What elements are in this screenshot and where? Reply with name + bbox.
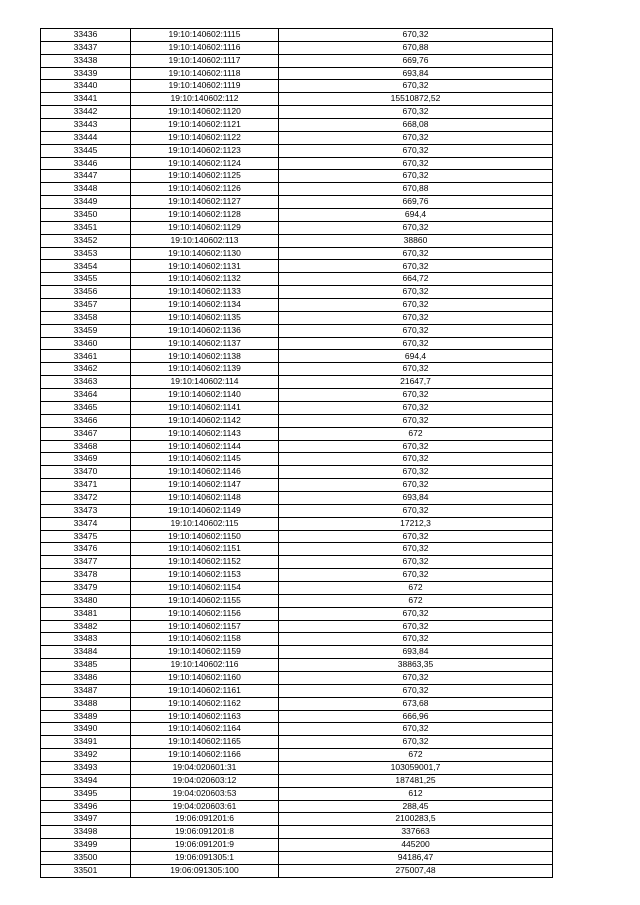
cadastral-number-cell: 19:10:140602:1150: [131, 530, 279, 543]
table-row: [41, 106, 553, 119]
cadastral-number-cell: 19:10:140602:1125: [131, 170, 279, 183]
value-cell: 670,32: [279, 221, 553, 234]
table-row: [41, 671, 553, 684]
row-number-cell: 33488: [41, 697, 131, 710]
row-number-cell: 33471: [41, 479, 131, 492]
table-row: [41, 633, 553, 646]
row-number-cell: 33480: [41, 594, 131, 607]
table-row: [41, 517, 553, 530]
table-row: [41, 260, 553, 273]
table-row: [41, 659, 553, 672]
table-row: [41, 54, 553, 67]
row-number-cell: 33449: [41, 196, 131, 209]
value-cell: 670,32: [279, 620, 553, 633]
value-cell: 670,32: [279, 260, 553, 273]
row-number-cell: 33447: [41, 170, 131, 183]
value-cell: 670,88: [279, 183, 553, 196]
value-cell: 669,76: [279, 196, 553, 209]
cadastral-number-cell: 19:10:140602:1131: [131, 260, 279, 273]
table-row: [41, 736, 553, 749]
value-cell: 670,32: [279, 144, 553, 157]
table-row: [41, 324, 553, 337]
cadastral-number-cell: 19:10:140602:1154: [131, 581, 279, 594]
table-row: [41, 864, 553, 877]
row-number-cell: 33461: [41, 350, 131, 363]
value-cell: 670,32: [279, 633, 553, 646]
cadastral-number-cell: 19:10:140602:1142: [131, 414, 279, 427]
value-cell: 445200: [279, 839, 553, 852]
value-cell: 670,88: [279, 41, 553, 54]
row-number-cell: 33499: [41, 839, 131, 852]
value-cell: 670,32: [279, 453, 553, 466]
table-row: [41, 350, 553, 363]
row-number-cell: 33452: [41, 234, 131, 247]
cadastral-number-cell: 19:10:140602:1145: [131, 453, 279, 466]
value-cell: 669,76: [279, 54, 553, 67]
table-row: [41, 504, 553, 517]
row-number-cell: 33479: [41, 581, 131, 594]
row-number-cell: 33487: [41, 684, 131, 697]
cadastral-number-cell: 19:10:140602:114: [131, 376, 279, 389]
value-cell: 673,68: [279, 697, 553, 710]
cadastral-number-cell: 19:06:091201:8: [131, 826, 279, 839]
cadastral-number-cell: 19:04:020601:31: [131, 761, 279, 774]
cadastral-number-cell: 19:10:140602:116: [131, 659, 279, 672]
value-cell: 2100283,5: [279, 813, 553, 826]
table-row: [41, 299, 553, 312]
table-row: [41, 826, 553, 839]
value-cell: 670,32: [279, 29, 553, 42]
row-number-cell: 33462: [41, 363, 131, 376]
cadastral-number-cell: 19:10:140602:1122: [131, 131, 279, 144]
value-cell: 694,4: [279, 350, 553, 363]
value-cell: 672: [279, 749, 553, 762]
cadastral-number-cell: 19:10:140602:1121: [131, 119, 279, 132]
row-number-cell: 33474: [41, 517, 131, 530]
table-row: [41, 569, 553, 582]
table-row: [41, 337, 553, 350]
table-row: [41, 723, 553, 736]
table-row: [41, 479, 553, 492]
row-number-cell: 33492: [41, 749, 131, 762]
row-number-cell: 33445: [41, 144, 131, 157]
row-number-cell: 33442: [41, 106, 131, 119]
value-cell: 187481,25: [279, 774, 553, 787]
table-row: [41, 646, 553, 659]
cadastral-number-cell: 19:10:140602:1147: [131, 479, 279, 492]
cadastral-number-cell: 19:10:140602:1144: [131, 440, 279, 453]
table-row: [41, 401, 553, 414]
row-number-cell: 33498: [41, 826, 131, 839]
table-row: [41, 749, 553, 762]
cadastral-number-cell: 19:04:020603:53: [131, 787, 279, 800]
value-cell: 670,32: [279, 440, 553, 453]
row-number-cell: 33464: [41, 389, 131, 402]
value-cell: 670,32: [279, 530, 553, 543]
row-number-cell: 33501: [41, 864, 131, 877]
row-number-cell: 33467: [41, 427, 131, 440]
row-number-cell: 33486: [41, 671, 131, 684]
value-cell: 670,32: [279, 131, 553, 144]
value-cell: 670,32: [279, 337, 553, 350]
row-number-cell: 33481: [41, 607, 131, 620]
cadastral-number-cell: 19:10:140602:1137: [131, 337, 279, 350]
value-cell: 693,84: [279, 646, 553, 659]
row-number-cell: 33441: [41, 93, 131, 106]
row-number-cell: 33463: [41, 376, 131, 389]
value-cell: 21647,7: [279, 376, 553, 389]
cadastral-number-cell: 19:10:140602:1124: [131, 157, 279, 170]
cadastral-number-cell: 19:06:091201:6: [131, 813, 279, 826]
cadastral-number-cell: 19:06:091305:100: [131, 864, 279, 877]
value-cell: 670,32: [279, 363, 553, 376]
cadastral-number-cell: 19:10:140602:1155: [131, 594, 279, 607]
cadastral-number-cell: 19:10:140602:1163: [131, 710, 279, 723]
cadastral-number-cell: 19:10:140602:1157: [131, 620, 279, 633]
table-row: [41, 761, 553, 774]
value-cell: 670,32: [279, 170, 553, 183]
value-cell: 670,32: [279, 80, 553, 93]
row-number-cell: 33483: [41, 633, 131, 646]
value-cell: 275007,48: [279, 864, 553, 877]
table-row: [41, 376, 553, 389]
row-number-cell: 33491: [41, 736, 131, 749]
row-number-cell: 33495: [41, 787, 131, 800]
value-cell: 670,32: [279, 157, 553, 170]
value-cell: 288,45: [279, 800, 553, 813]
row-number-cell: 33468: [41, 440, 131, 453]
value-cell: 693,84: [279, 491, 553, 504]
value-cell: 670,32: [279, 723, 553, 736]
row-number-cell: 33465: [41, 401, 131, 414]
row-number-cell: 33496: [41, 800, 131, 813]
value-cell: 668,08: [279, 119, 553, 132]
cadastral-number-cell: 19:10:140602:1166: [131, 749, 279, 762]
table-row: [41, 247, 553, 260]
row-number-cell: 33489: [41, 710, 131, 723]
table-row: [41, 491, 553, 504]
value-cell: 670,32: [279, 556, 553, 569]
table-row: [41, 41, 553, 54]
row-number-cell: 33460: [41, 337, 131, 350]
table-row: [41, 209, 553, 222]
cadastral-number-cell: 19:10:140602:1138: [131, 350, 279, 363]
table-row: [41, 620, 553, 633]
row-number-cell: 33472: [41, 491, 131, 504]
row-number-cell: 33494: [41, 774, 131, 787]
table-row: [41, 144, 553, 157]
cadastral-number-cell: 19:10:140602:1148: [131, 491, 279, 504]
row-number-cell: 33443: [41, 119, 131, 132]
value-cell: 38863,35: [279, 659, 553, 672]
table-row: [41, 466, 553, 479]
table-row: [41, 427, 553, 440]
cadastral-number-cell: 19:10:140602:1159: [131, 646, 279, 659]
table-row: [41, 774, 553, 787]
row-number-cell: 33469: [41, 453, 131, 466]
table-row: [41, 234, 553, 247]
row-number-cell: 33459: [41, 324, 131, 337]
value-cell: 693,84: [279, 67, 553, 80]
row-number-cell: 33477: [41, 556, 131, 569]
cadastral-number-cell: 19:10:140602:1128: [131, 209, 279, 222]
value-cell: 337663: [279, 826, 553, 839]
cadastral-number-cell: 19:10:140602:1133: [131, 286, 279, 299]
table-row: [41, 594, 553, 607]
table-row: [41, 157, 553, 170]
row-number-cell: 33436: [41, 29, 131, 42]
table-row: [41, 556, 553, 569]
table-row: [41, 196, 553, 209]
row-number-cell: 33475: [41, 530, 131, 543]
table-row: [41, 93, 553, 106]
cadastral-number-cell: 19:10:140602:1134: [131, 299, 279, 312]
value-cell: 670,32: [279, 247, 553, 260]
table-row: [41, 453, 553, 466]
cadastral-number-cell: 19:10:140602:1119: [131, 80, 279, 93]
cadastral-number-cell: 19:10:140602:1143: [131, 427, 279, 440]
row-number-cell: 33456: [41, 286, 131, 299]
value-cell: 670,32: [279, 401, 553, 414]
row-number-cell: 33437: [41, 41, 131, 54]
cadastral-number-cell: 19:10:140602:1123: [131, 144, 279, 157]
row-number-cell: 33470: [41, 466, 131, 479]
table-row: [41, 80, 553, 93]
table-row: [41, 813, 553, 826]
row-number-cell: 33457: [41, 299, 131, 312]
value-cell: 612: [279, 787, 553, 800]
table-row: [41, 119, 553, 132]
table-row: [41, 800, 553, 813]
table-row: [41, 170, 553, 183]
table-row: [41, 710, 553, 723]
cadastral-number-cell: 19:10:140602:1116: [131, 41, 279, 54]
table-row: [41, 286, 553, 299]
row-number-cell: 33473: [41, 504, 131, 517]
table-row: [41, 852, 553, 865]
value-cell: 672: [279, 427, 553, 440]
table-row: [41, 607, 553, 620]
value-cell: 670,32: [279, 311, 553, 324]
row-number-cell: 33485: [41, 659, 131, 672]
cadastral-number-cell: 19:10:140602:115: [131, 517, 279, 530]
row-number-cell: 33438: [41, 54, 131, 67]
row-number-cell: 33484: [41, 646, 131, 659]
value-cell: 38860: [279, 234, 553, 247]
row-number-cell: 33450: [41, 209, 131, 222]
table-row: [41, 273, 553, 286]
table-row: [41, 67, 553, 80]
cadastral-number-cell: 19:10:140602:1158: [131, 633, 279, 646]
table-row: [41, 389, 553, 402]
table-row: [41, 131, 553, 144]
cadastral-number-cell: 19:10:140602:1126: [131, 183, 279, 196]
table-row: [41, 29, 553, 42]
value-cell: 94186,47: [279, 852, 553, 865]
table-row: [41, 440, 553, 453]
table-row: [41, 183, 553, 196]
value-cell: 670,32: [279, 607, 553, 620]
row-number-cell: 33455: [41, 273, 131, 286]
value-cell: 670,32: [279, 736, 553, 749]
value-cell: 670,32: [279, 324, 553, 337]
cadastral-number-cell: 19:10:140602:1160: [131, 671, 279, 684]
cadastral-number-cell: 19:10:140602:1153: [131, 569, 279, 582]
value-cell: 670,32: [279, 389, 553, 402]
row-number-cell: 33497: [41, 813, 131, 826]
value-cell: 670,32: [279, 286, 553, 299]
row-number-cell: 33454: [41, 260, 131, 273]
row-number-cell: 33478: [41, 569, 131, 582]
value-cell: 103059001,7: [279, 761, 553, 774]
value-cell: 672: [279, 581, 553, 594]
value-cell: 670,32: [279, 414, 553, 427]
cadastral-number-cell: 19:06:091201:9: [131, 839, 279, 852]
table-row: [41, 311, 553, 324]
table-row: [41, 581, 553, 594]
table-row: [41, 530, 553, 543]
value-cell: 670,32: [279, 299, 553, 312]
cadastral-number-cell: 19:10:140602:1118: [131, 67, 279, 80]
cadastral-number-cell: 19:10:140602:1152: [131, 556, 279, 569]
row-number-cell: 33493: [41, 761, 131, 774]
row-number-cell: 33440: [41, 80, 131, 93]
row-number-cell: 33482: [41, 620, 131, 633]
row-number-cell: 33500: [41, 852, 131, 865]
cadastral-number-cell: 19:04:020603:12: [131, 774, 279, 787]
value-cell: 670,32: [279, 684, 553, 697]
cadastral-number-cell: 19:10:140602:1165: [131, 736, 279, 749]
cadastral-number-cell: 19:10:140602:1141: [131, 401, 279, 414]
value-cell: 670,32: [279, 106, 553, 119]
value-cell: 670,32: [279, 569, 553, 582]
table-body: [41, 29, 553, 878]
row-number-cell: 33458: [41, 311, 131, 324]
value-cell: 670,32: [279, 543, 553, 556]
value-cell: 670,32: [279, 504, 553, 517]
cadastral-number-cell: 19:10:140602:113: [131, 234, 279, 247]
cadastral-number-cell: 19:10:140602:1161: [131, 684, 279, 697]
cadastral-number-cell: 19:10:140602:1151: [131, 543, 279, 556]
cadastral-number-cell: 19:10:140602:1146: [131, 466, 279, 479]
row-number-cell: 33448: [41, 183, 131, 196]
table-row: [41, 787, 553, 800]
cadastral-number-cell: 19:10:140602:112: [131, 93, 279, 106]
table-row: [41, 684, 553, 697]
cadastral-number-cell: 19:10:140602:1129: [131, 221, 279, 234]
cadastral-number-cell: 19:10:140602:1140: [131, 389, 279, 402]
row-number-cell: 33439: [41, 67, 131, 80]
row-number-cell: 33446: [41, 157, 131, 170]
row-number-cell: 33490: [41, 723, 131, 736]
cadastral-number-cell: 19:10:140602:1164: [131, 723, 279, 736]
value-cell: 672: [279, 594, 553, 607]
row-number-cell: 33451: [41, 221, 131, 234]
row-number-cell: 33444: [41, 131, 131, 144]
value-cell: 17212,3: [279, 517, 553, 530]
cadastral-number-cell: 19:10:140602:1127: [131, 196, 279, 209]
cadastral-number-cell: 19:10:140602:1139: [131, 363, 279, 376]
value-cell: 670,32: [279, 671, 553, 684]
table-row: [41, 221, 553, 234]
value-cell: 666,96: [279, 710, 553, 723]
table-row: [41, 543, 553, 556]
cadastral-number-cell: 19:06:091305:1: [131, 852, 279, 865]
cadastral-number-cell: 19:10:140602:1115: [131, 29, 279, 42]
cadastral-number-cell: 19:10:140602:1130: [131, 247, 279, 260]
row-number-cell: 33476: [41, 543, 131, 556]
cadastral-number-cell: 19:10:140602:1132: [131, 273, 279, 286]
value-cell: 670,32: [279, 466, 553, 479]
cadastral-number-cell: 19:10:140602:1120: [131, 106, 279, 119]
cadastral-number-cell: 19:04:020603:61: [131, 800, 279, 813]
table-row: [41, 697, 553, 710]
cadastral-number-cell: 19:10:140602:1136: [131, 324, 279, 337]
cadastral-number-cell: 19:10:140602:1149: [131, 504, 279, 517]
row-number-cell: 33466: [41, 414, 131, 427]
cadastral-number-cell: 19:10:140602:1156: [131, 607, 279, 620]
table-row: [41, 363, 553, 376]
cadastral-number-cell: 19:10:140602:1162: [131, 697, 279, 710]
cadastral-number-cell: 19:10:140602:1117: [131, 54, 279, 67]
table-row: [41, 839, 553, 852]
table-row: [41, 414, 553, 427]
value-cell: 694,4: [279, 209, 553, 222]
value-cell: 670,32: [279, 479, 553, 492]
data-table: [40, 28, 553, 878]
cadastral-number-cell: 19:10:140602:1135: [131, 311, 279, 324]
value-cell: 664,72: [279, 273, 553, 286]
row-number-cell: 33453: [41, 247, 131, 260]
value-cell: 15510872,52: [279, 93, 553, 106]
